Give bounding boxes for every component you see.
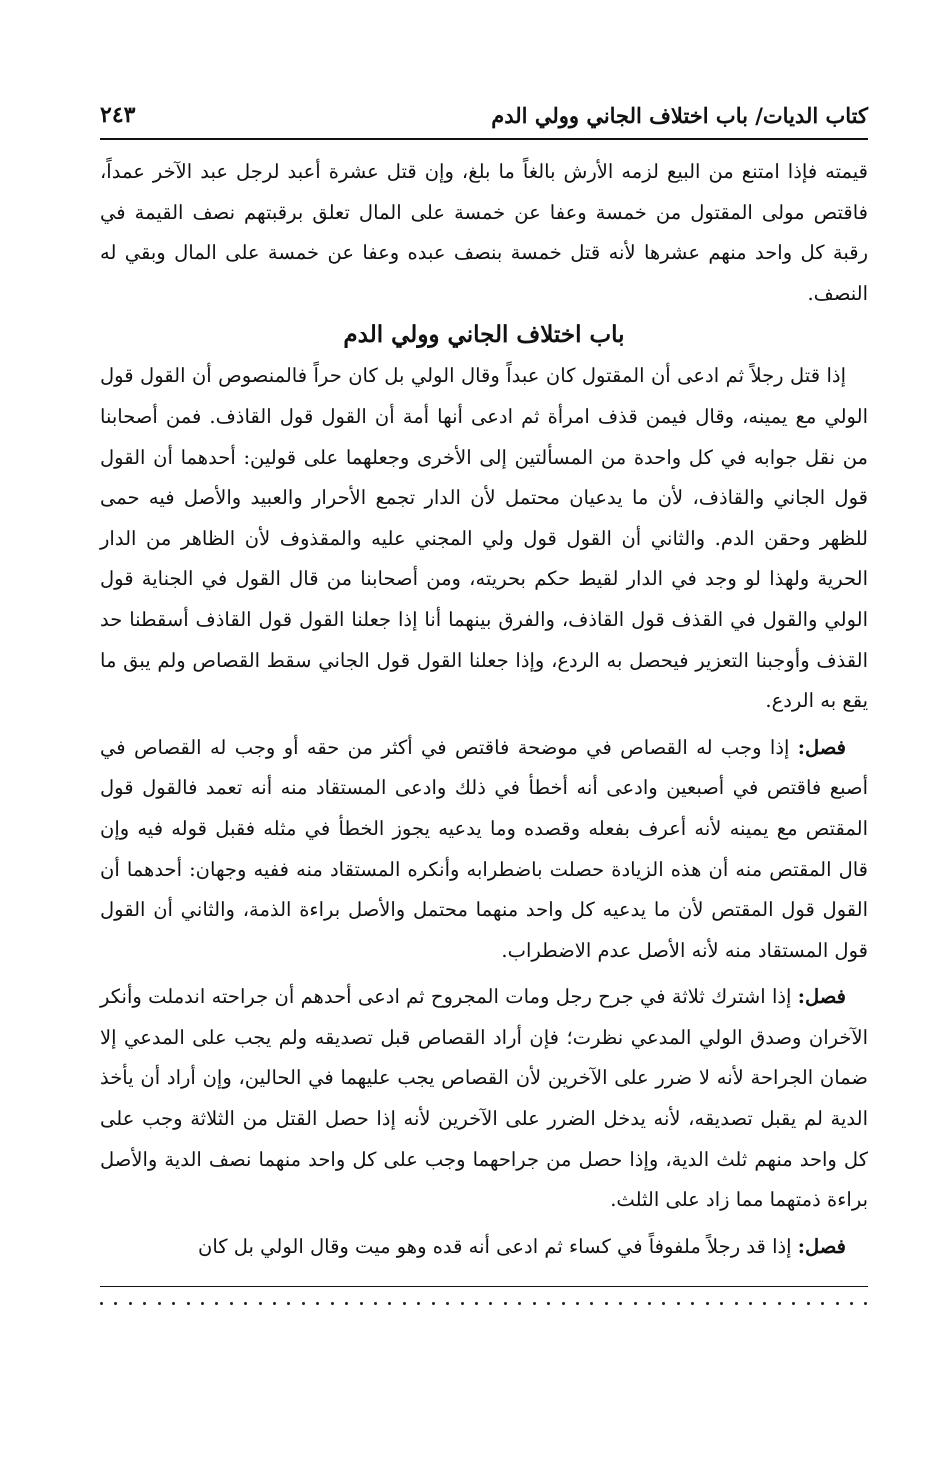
separator-dot	[706, 1302, 709, 1305]
separator-dot	[187, 1302, 190, 1305]
separator-dot	[518, 1302, 521, 1305]
running-header	[100, 98, 868, 132]
fasl-label: فصل:	[797, 735, 846, 759]
separator-dot	[215, 1302, 218, 1305]
main-text	[100, 152, 868, 1267]
fasl-text: إذا وجب له القصاص في موضحة فاقتص في أكثر من حقه أو وجب له القصاص في أصبع فاقتص في أصبعين وادعى أنه أخطأ في ذلك وادعى المستقاد منه أنه تعمد فالقول قول المقتص مع يمينه لأنه أعرف بفعله وقصده وما يدعيه يجوز الخطأ في مثله فقبل قوله فيه وإن قال المقتص منه أن هذه الزيادة حصلت باضطرابه وأنكره المستقاد منه ففيه وجهان: أحدهما أن القول قول المقتص لأن ما يدعيه كل واحد منهما محتمل والأصل براءة الذمة، والثاني أن القول قول المستقاد منه لأنه الأصل عدم الاضطراب.	[100, 735, 868, 962]
separator-dot	[302, 1302, 305, 1305]
separator-dot	[821, 1302, 824, 1305]
separator-dot	[417, 1302, 420, 1305]
section-heading: باب اختلاف الجاني وولي الدم	[343, 321, 625, 349]
paragraph-claim: إذا قتل رجلاً ثم ادعى أن المقتول كان عبداً وقال الولي بل كان حراً فالمنصوص أن القول قول الولي مع يمينه، وقال فيمن قذف امرأة ثم ادعى أنها أمة أن القول قول القاذف. فمن أصحابنا من نقل جوابه في كل واحدة من المسألتين إلى الأخرى وجعلهما على قولين: أحدهما أن القول قول الجاني والقاذف، لأن ما يدعيان محتمل لأن الدار تجمع الأحرار والعبيد والأصل فيه حمى للظهر وحقن الدم. والثاني أن القول قول ولي المجني عليه والمقذوف لأن الظاهر من الدار الحرية ولهذا لو وجد في الدار لقيط حكم بحريته، ومن أصحابنا من قال القول في الجناية قول الولي والقول في القذف قول القاذف، والفرق بينهما أنا إذا جعلنا القول قول القاذف أسقطنا حد القذف وأوجبنا التعزير فيحصل به الردع، وإذا جعلنا القول قول الجاني سقط القصاص ولم يبق ما يقع به الردع.	[100, 364, 868, 713]
paragraph-continuation: قيمته فإذا امتنع من البيع لزمه الأرش بالغاً ما بلغ، وإن قتل عشرة أعبد لرجل عبد الآخر عمداً، فاقتص مولى المقتول من خمسة وعفا عن خمسة على المال تعلق برقبتهم نصف القيمة في رقبة كل واحد منهم عشرها لأنه قتل خمسة بنصف عبده وعفا عن خمسة على المال وبقي له النصف.	[100, 160, 868, 305]
separator-dot	[576, 1302, 579, 1305]
separator-dot	[273, 1302, 276, 1305]
separator-dot	[662, 1302, 665, 1305]
separator-dot	[403, 1302, 406, 1305]
separator-dot	[172, 1302, 175, 1305]
separator-dot	[864, 1302, 867, 1305]
separator-dot	[836, 1302, 839, 1305]
separator-dot	[648, 1302, 651, 1305]
separator-dot	[316, 1302, 319, 1305]
separator-dot	[100, 1302, 103, 1305]
separator-dot	[201, 1302, 204, 1305]
separator-dot	[533, 1302, 536, 1305]
fasl-text: إذا قد رجلاً ملفوفاً في كساء ثم ادعى أنه قده وهو ميت وقال الولي بل كان	[198, 1234, 798, 1258]
separator-dot	[129, 1302, 132, 1305]
separator-dot	[388, 1302, 391, 1305]
separator-dot	[143, 1302, 146, 1305]
fasl-label: فصل:	[797, 1234, 846, 1258]
dotted-separator	[100, 1302, 868, 1322]
separator-dot	[590, 1302, 593, 1305]
separator-dot	[807, 1302, 810, 1305]
separator-dot	[547, 1302, 550, 1305]
running-title: كتاب الديات/ باب اختلاف الجاني وولي الدم	[491, 102, 868, 128]
separator-dot	[158, 1302, 161, 1305]
fasl-label: فصل:	[797, 985, 846, 1009]
separator-dot	[850, 1302, 853, 1305]
separator-dot	[489, 1302, 492, 1305]
separator-dot	[432, 1302, 435, 1305]
separator-dot	[720, 1302, 723, 1305]
page-number: ٢٤٣	[100, 102, 136, 128]
separator-dot	[230, 1302, 233, 1305]
separator-dot	[677, 1302, 680, 1305]
separator-dot	[634, 1302, 637, 1305]
separator-dot	[374, 1302, 377, 1305]
separator-dot	[778, 1302, 781, 1305]
separator-dot	[619, 1302, 622, 1305]
separator-dot	[114, 1302, 117, 1305]
header-rule	[100, 138, 868, 140]
separator-dot	[475, 1302, 478, 1305]
paragraph-fasl-three-wounders	[100, 977, 868, 1221]
separator-dot	[345, 1302, 348, 1305]
separator-dot	[244, 1302, 247, 1305]
separator-dot	[504, 1302, 507, 1305]
separator-dot	[461, 1302, 464, 1305]
separator-dot	[749, 1302, 752, 1305]
paragraph-fasl-excess-retaliation	[100, 728, 868, 972]
separator-dot	[287, 1302, 290, 1305]
separator-dot	[763, 1302, 766, 1305]
separator-dot	[691, 1302, 694, 1305]
footnote-rule	[100, 1286, 868, 1287]
separator-dot	[259, 1302, 262, 1305]
paragraph-fasl-wrapped-man	[100, 1227, 868, 1268]
fasl-text: إذا اشترك ثلاثة في جرح رجل ومات المجروح ثم ادعى أحدهم أن جراحته اندملت وأنكر الآخران وصدق الولي المدعي نظرت؛ فإن أراد القصاص قبل تصديقه ولم يجب على المدعي إلا ضمان الجراحة لأنه لا ضرر على الآخرين لأن القصاص يجب عليهما في الحالين، وإن أراد أن يأخذ الدية لم يقبل تصديقه، لأنه يدخل الضرر على الآخرين لأنه إذا حصل القتل من الثلاثة وجب على كل واحد منهم ثلث الدية، وإذا حصل من جراحهما وجب على كل واحد منهما نصف الدية والأصل براءة ذمتهما مما زاد على الثلث.	[100, 985, 868, 1212]
separator-dot	[446, 1302, 449, 1305]
separator-dot	[360, 1302, 363, 1305]
separator-dot	[792, 1302, 795, 1305]
separator-dot	[331, 1302, 334, 1305]
separator-dot	[605, 1302, 608, 1305]
separator-dot	[562, 1302, 565, 1305]
separator-dot	[735, 1302, 738, 1305]
